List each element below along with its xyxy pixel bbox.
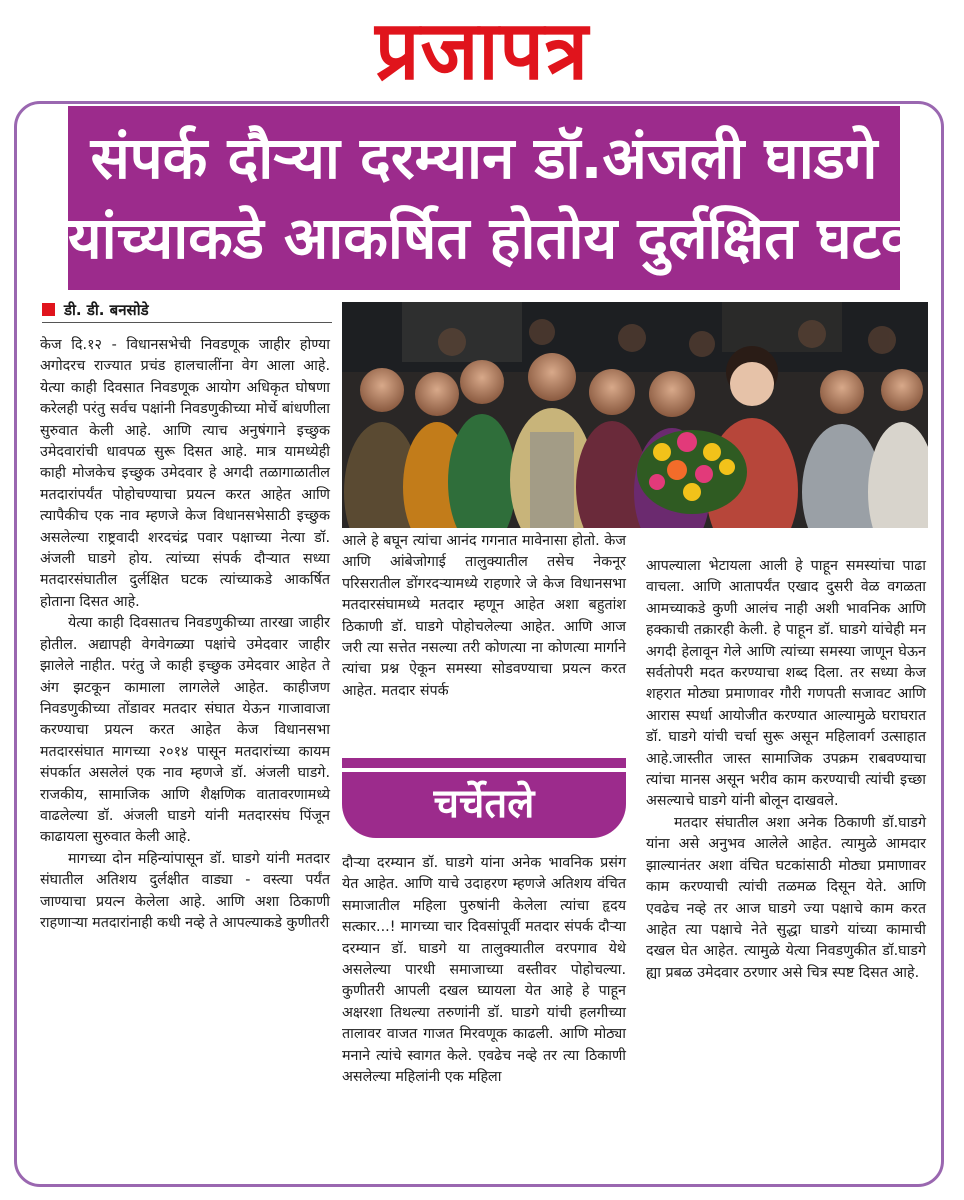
section-title: चर्चेतले — [433, 781, 535, 827]
byline-author: डी. डी. बनसोडे — [64, 301, 149, 319]
flower-bouquet-icon — [637, 430, 747, 514]
byline — [42, 300, 332, 322]
section-banner — [342, 772, 626, 838]
article-column-2-continued — [342, 853, 626, 1088]
byline-divider — [42, 322, 332, 323]
article-paragraph: आपल्याला भेटायला आली हे पाहून समस्यांचा पाढा वाचला. आणि आतापर्यंत एखाद दुसरी वेळ वगळता आमच्याकडे कुणी आलंच नाही अशी भावनिक आणि हक्काची तक्रारही केली. हे पाहून डॉ. घाडगे यांचेही मन अगदी हेलावून गेले आणि त्यांच्या समस्या जाणून घेऊन सर्वतोपरी मदत करण्याचा शब्द दिला. तर सध्या केज शहरात मोठ्या प्रमाणावर गौरी गणपती सजावट आणि आरास स्पर्धा आयोजीत करण्यात आल्यामुळे घराघरात डॉ. घाडगे यांची चर्चा सुरू असून महिलावर्ग उत्साहात आहे.जास्तीत जास्त सामाजिक उपक्रम राबवण्याचा त्यांचा मानस असून भरीव काम करण्याची त्यांची इच्छा असल्याचे घाडगे यांनी बोलून दाखवले. — [646, 558, 926, 810]
headline-banner — [68, 106, 926, 290]
byline-square-icon — [42, 303, 55, 316]
newspaper-title: प्रजापत्र — [375, 3, 589, 99]
article-column-2 — [342, 531, 626, 702]
article-column-1 — [40, 335, 330, 934]
section-divider — [342, 758, 626, 768]
article-column-3 — [646, 556, 926, 984]
headline-line-1: संपर्क दौऱ्या दरम्यान डॉ.अंजली घाडगे — [90, 124, 878, 192]
headline-line-2: यांच्याकडे आकर्षित होतोय दुर्लक्षित घटक — [68, 204, 926, 272]
article-paragraph: आले हे बघून त्यांचा आनंद गगनात मावेनासा होतो. केज आणि आंबेजोगाई तालुक्यातील तसेच नेकनूर परिसरातील डोंगरदऱ्यामध्ये राहणारे जे केज विधानसभा मतदारसंघामध्ये मतदार म्हणून आहेत अशा बहुतांश ठिकाणी डॉ. घाडगे पोहोचलेल्या आहेत. आणि आज जरी त्या सत्तेत नसल्या तरी कोणत्या ना कोणत्या मार्गाने त्यांचा प्रश्न ऐकून समस्या सोडवण्याचा प्रयत्न करत आहेत. मतदार संपर्क — [342, 533, 626, 699]
crowd-photo-illustration — [342, 302, 928, 528]
article-paragraph: मागच्या दोन महिन्यांपासून डॉ. घाडगे यांनी मतदार संघातील अतिशय दुर्लक्षीत वाड्या - वस्त्या पर्यंत जाण्याचा प्रयत्न केलेला आहे. आणि अशा ठिकाणी राहणाऱ्या मतदारांनाही कधी नव्हे ते आपल्याकडे कुणीतरी — [40, 850, 330, 931]
article-paragraph: मतदार संघातील अशा अनेक ठिकाणी डॉ.घाडगे यांना असे अनुभव आलेले आहेत. त्यामुळे आमदार झाल्यानंतर अशा वंचित घटकांसाठी मोठ्या प्रमाणावर काम करण्याची त्यांची तळमळ दिसून येते. आणि एवढेच नव्हे तर आज घाडगे ज्या पक्षाचे काम करत आहेत त्या पक्षाचे नेते सुद्धा घाडगे यांच्या कामाची दखल घेत आहेत. त्यामुळे येत्या निवडणुकीत डॉ.घाडगे ह्या प्रबळ उमेदवार ठरणार असे चित्र स्पष्ट दिसत आहे. — [646, 814, 926, 981]
article-paragraph: येत्या काही दिवसातच निवडणुकीच्या तारखा जाहीर होतील. अद्यापही वेगवेगळ्या पक्षांचे उमेदवार जाहीर झालेले नाहीत. परंतु जे काही इच्छुक उमेदवार आहेत ते अंग झटकून कामाला लागलेले आहेत. काहीजण निवडणुकीच्या तोंडावर मतदार संघात येऊन गाजावाजा करण्याचा प्रयत्न करत आहेत केज विधानसभा मतदारसंघात मागच्या २०१४ पासून मतदारांच्या कायम संपर्कात असलेलं एक नाव म्हणजे डॉ. अंजली घाडगे. राजकीय, सामाजिक आणि शैक्षणिक वातावरणामध्ये वाढलेल्या डॉ. अंजली घाडगे यांनी मतदारसंघ पिंजून काढायला सुरुवात केली आहे. — [40, 615, 330, 846]
article-paragraph: दौऱ्या दरम्यान डॉ. घाडगे यांना अनेक भावनिक प्रसंग येत आहेत. आणि याचे उदाहरण म्हणजे अतिशय वंचित समाजातील महिला पुरुषांनी केलेला त्यांचा हृदय सत्कार...! मागच्या चार दिवसांपूर्वी मतदार संपर्क दौऱ्या दरम्यान डॉ. घाडगे या तालुक्यातील वरपगाव येथे असलेल्या पारधी समाजाच्या वस्तीवर पोहोचल्या. कुणीतरी आपली दखल घ्यायला येत आहे हे पाहून अक्षरशा तिथल्या तरुणांनी डॉ. घाडगे यांची हलगीच्या तालावर वाजत गाजत मिरवणूक काढली. आणि मोठ्या मनाने त्यांचे स्वागत केले. एवढेच नव्हे तर त्या ठिकाणी असलेल्या महिलांनी एक महिला — [342, 855, 626, 1086]
news-photo — [342, 302, 928, 528]
masthead — [0, 0, 964, 100]
article-paragraph: केज दि.१२ - विधानसभेची निवडणूक जाहीर होण्या अगोदरच राज्यात प्रचंड हालचालींना वेग आला आहे. येत्या काही दिवसात निवडणूक आयोग अधिकृत घोषणा करेलही परंतु सर्वच पक्षांनी निवडणुकीच्या मोर्चे बांधणीला सुरुवात केली आहे. आणि त्याच अनुषंगाने इच्छुक उमेदवारांची धावपळ सुरू दिसत आहे. मात्र यामध्येही काही मोजकेच इच्छुक उमेदवार हे अगदी तळागाळातील मतदारांपर्यंत पोहोचण्याचा प्रयत्न करत आहेत आणि त्यापैकीच एक नाव म्हणजे केज विधानसभेसाठी इच्छुक असलेल्या राष्ट्रवादी शरदचंद्र पवार पक्षाच्या नेत्या डॉ. अंजली घाडगे होय. त्यांच्या संपर्क दौऱ्यात सध्या मतदारसंघातील दुर्लक्षित घटक त्यांच्याकडे आकर्षित होताना दिसत आहे. — [40, 337, 330, 610]
